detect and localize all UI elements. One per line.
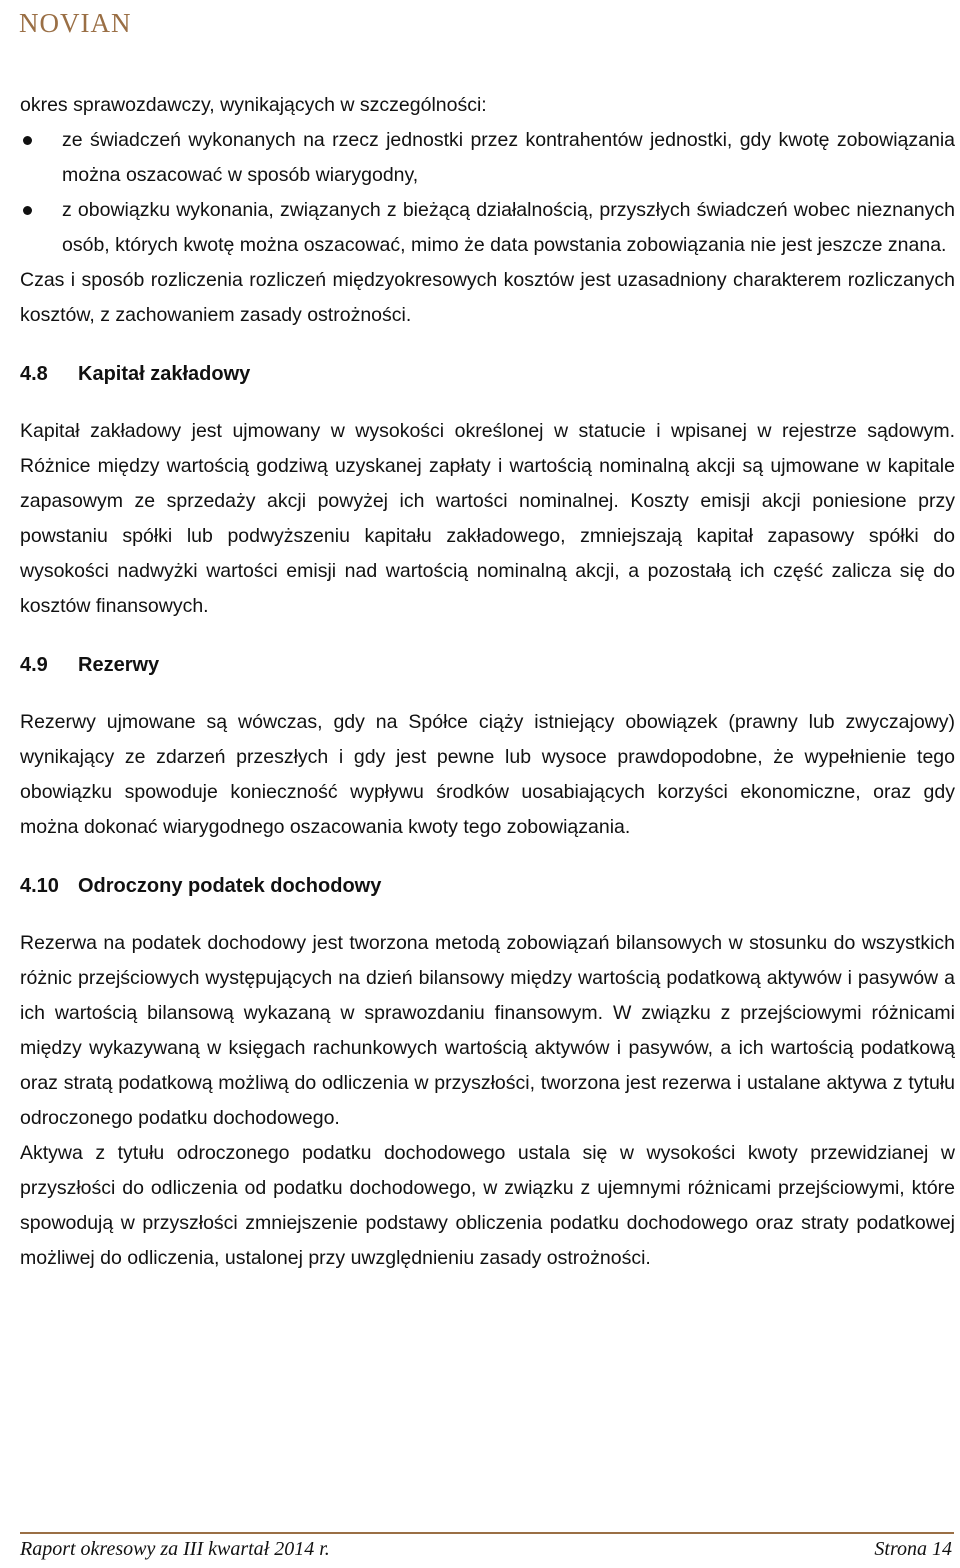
section-heading-4-8 <box>20 357 955 392</box>
bullet-icon <box>23 206 32 215</box>
section-number: 4.8 <box>20 363 48 385</box>
bullet-text: z obowiązku wykonania, związanych z bieżącą działalnością, przyszłych świadczeń wobec nieznanych osób, których kwotę można oszacować, mimo że data powstania zobowiązania nie jest jeszcze znana. <box>62 199 955 256</box>
report-title: Raport okresowy za III kwartał 2014 r. <box>20 1538 330 1560</box>
section-heading-4-10 <box>20 869 955 904</box>
company-logo: NOVIAN <box>19 8 132 38</box>
intro-paragraph: okres sprawozdawczy, wynikających w szczególności: <box>20 94 487 116</box>
deferred-tax-paragraph-2: Aktywa z tytułu odroczonego podatku dochodowego ustala się w wysokości kwoty przewidzianej w przyszłości do odliczenia od podatku dochodowego, w związku z ujemnymi różnicami przejściowymi, które spowodują w przyszłości zmniejszenie podstawy obliczenia podatku dochodowego oraz straty podatkowej możliwej do odliczenia, ustalonej przy uwzględnieniu zasady ostrożności. <box>20 1142 955 1269</box>
section-title: Odroczony podatek dochodowy <box>78 875 382 897</box>
bullet-icon <box>23 136 32 145</box>
page-footer <box>20 1538 952 1561</box>
bullet-list <box>20 123 955 263</box>
accruals-paragraph: Czas i sposób rozliczenia rozliczeń międzyokresowych kosztów jest uzasadniony charakterem rozliczanych kosztów, z zachowaniem zasady ostrożności. <box>20 269 955 326</box>
section-number: 4.9 <box>20 654 48 676</box>
footer-divider <box>20 1532 954 1534</box>
section-title: Rezerwy <box>78 654 160 676</box>
deferred-tax-paragraph-1: Rezerwa na podatek dochodowy jest tworzona metodą zobowiązań bilansowych w stosunku do wszystkich różnic przejściowych występujących na dzień bilansowy między wartością podatkową aktywów i pasywów a ich wartością bilansową wykazaną w sprawozdaniu finansowym. W związku z przejściowymi różnicami między wykazywaną w księgach rachunkowych wartością aktywów i pasywów, a ich wartością podatkową oraz stratą podatkową możliwą do odliczenia w przyszłości, tworzona jest rezerwa i ustalane aktywa z tytułu odroczonego podatku dochodowego. <box>20 932 955 1129</box>
bullet-text: ze świadczeń wykonanych na rzecz jednostki przez kontrahentów jednostki, gdy kwotę zobowiązania można oszacować w sposób wiarygodny, <box>62 129 955 186</box>
page-number: Strona 14 <box>874 1538 952 1560</box>
document-body <box>20 88 955 1276</box>
section-heading-4-9 <box>20 648 955 683</box>
share-capital-paragraph: Kapitał zakładowy jest ujmowany w wysokości określonej w statucie i wpisanej w rejestrze sądowym. Różnice między wartością godziwą uzyskanej zapłaty i wartością nominalną akcji są ujmowane w kapitale zapasowym ze sprzedaży akcji powyżej ich wartości nominalnej. Koszty emisji akcji poniesione przy powstaniu spółki lub podwyższeniu kapitału zakładowego, zmniejszają kapitał zapasowy spółki do wysokości nadwyżki wartości emisji nad wartością nominalną akcji, a pozostałą ich część zalicza się do kosztów finansowych. <box>20 420 955 617</box>
list-item <box>20 193 955 263</box>
list-item <box>20 123 955 193</box>
provisions-paragraph: Rezerwy ujmowane są wówczas, gdy na Spółce ciąży istniejący obowiązek (prawny lub zwyczajowy) wynikający ze zdarzeń przeszłych i gdy jest pewne lub wysoce prawdopodobne, że wypełnienie tego obowiązku spowoduje konieczność wypływu środków uosabiających korzyści ekonomiczne, oraz gdy można dokonać wiarygodnego oszacowania kwoty tego zobowiązania. <box>20 711 955 838</box>
section-title: Kapitał zakładowy <box>78 363 251 385</box>
section-number: 4.10 <box>20 875 59 897</box>
